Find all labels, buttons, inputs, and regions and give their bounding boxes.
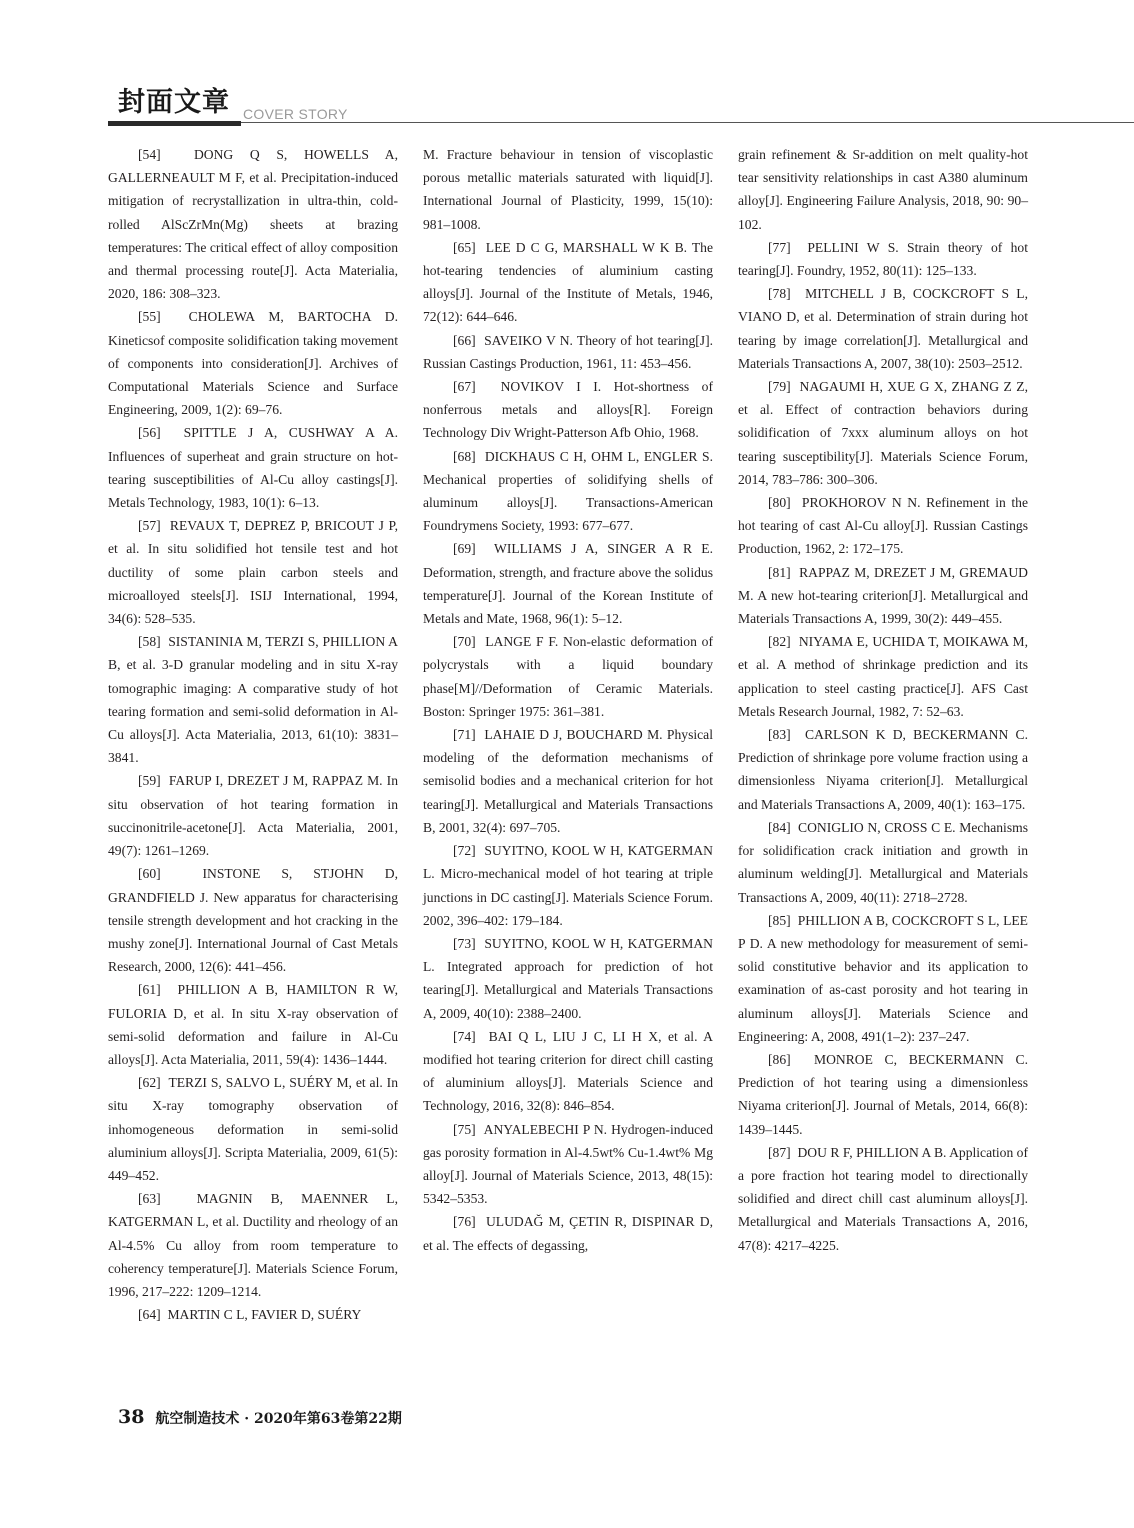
reference-entry: [69] WILLIAMS J A, SINGER A R E. Deformation, strength, and fracture above the solidus temperature[J]. Journal of the Korean Institute of Metals and Mate, 1968, 96(1): 5–12. xyxy=(423,541,713,627)
reference-entry: [81] RAPPAZ M, DREZET J M, GREMAUD M. A new hot-tearing criterion[J]. Metallurgical and Materials Transactions A, 1999, 30(2): 449–455. xyxy=(738,564,1028,627)
reference-entry: [72] SUYITNO, KOOL W H, KATGERMAN L. Micro-mechanical model of hot tearing at triple junctions in DC casting[J]. Materials Science Forum. 2002, 396–402: 179–184. xyxy=(423,843,713,928)
reference-entry-continued: ​grain refinement & Sr-addition on melt quality-hot tear sensitivity relationships in cast A380 aluminum alloy[J]. Engineering Failure Analysis, 2018, 90: 90–102. xyxy=(738,147,1028,232)
header-rule-thick xyxy=(108,121,241,126)
reference-entry: [58] SISTANINIA M, TERZI S, PHILLION A B, et al. 3-D granular modeling and in situ X-ray tomographic imaging: A comparative study of hot tearing formation and semi-solid deformation in Al-Cu alloys[J]. Acta Materialia, 2013, 61(10): 3831–3841. xyxy=(108,634,398,766)
reference-column-3 xyxy=(738,143,1028,1257)
reference-entry: [86] MONROE C, BECKERMANN C. Prediction of hot tearing using a dimensionless Niyama criterion[J]. Journal of Metals, 2014, 66(8): 1439–1445. xyxy=(738,1051,1028,1137)
reference-entry-continued: ​M. Fracture behaviour in tension of viscoplastic porous metallic materials saturated with liquid[J]. International Journal of Plasticity, 1999, 15(10): 981–1008. xyxy=(423,147,713,232)
reference-entry: [87] DOU R F, PHILLION A B. Application of a pore fraction hot tearing model to directionally solidified and direct chill cast aluminum alloys[J]. Metallurgical and Materials Transactions A, 2016, 47(8): 4217–4225. xyxy=(738,1144,1028,1253)
reference-entry: [68] DICKHAUS C H, OHM L, ENGLER S. Mechanical properties of solidifying shells of aluminum alloys[J]. Transactions-American Foundrymens Society, 1993: 677–677. xyxy=(423,448,713,534)
reference-entry: [67] NOVIKOV I I. Hot-shortness of nonferrous metals and alloys[R]. Foreign Technology Div Wright-Patterson Afb Ohio, 1968. xyxy=(423,379,713,441)
reference-column-1 xyxy=(108,143,398,1326)
reference-entry: [84] CONIGLIO N, CROSS C E. Mechanisms for solidification crack initiation and growth in aluminum welding[J]. Metallurgical and Materials Transactions A, 2009, 40(11): 2718–2728. xyxy=(738,819,1028,905)
reference-entry: [76] ULUDAĞ M, ÇETIN R, DISPINAR D, et al. The effects of degassing, xyxy=(423,1214,713,1253)
page-header xyxy=(0,0,1134,130)
reference-entry: [79] NAGAUMI H, XUE G X, ZHANG Z Z, et al. Effect of contraction behaviors during solidification of 7xxx aluminum alloys on hot tearing susceptibility[J]. Materials Science Forum, 2014, 783–786: 300–306. xyxy=(738,379,1028,487)
reference-entry: [71] LAHAIE D J, BOUCHARD M. Physical modeling of the deformation mechanisms of semisolid bodies and a mechanical criterion for hot tearing[J]. Metallurgical and Materials Transactions B, 2001, 32(4): 697–705. xyxy=(423,727,713,835)
section-title-cn: 封面文章 xyxy=(118,87,230,118)
reference-entry: [65] LEE D C G, MARSHALL W K B. The hot-tearing tendencies of aluminium casting alloys[J]. Journal of the Institute of Metals, 1946, 72(12): 644–646. xyxy=(423,239,713,325)
reference-entry: [77] PELLINI W S. Strain theory of hot tearing[J]. Foundry, 1952, 80(11): 125–133. xyxy=(738,239,1028,279)
reference-entry: [57] REVAUX T, DEPREZ P, BRICOUT J P, et al. In situ solidified hot tensile test and hot ductility of some plain carbon steels and microalloyed steels[J]. ISIJ International, 1994, 34(6): 528–535. xyxy=(108,518,398,627)
reference-entry: [56] SPITTLE J A, CUSHWAY A A. Influences of superheat and grain structure on hot-tearing susceptibilities of Al-Cu alloy castings[J]. Metals Technology, 1983, 10(1): 6–13. xyxy=(108,425,398,511)
reference-entry: [83] CARLSON K D, BECKERMANN C. Prediction of shrinkage pore volume fraction using a dimensionless Niyama criterion[J]. Metallurgical and Materials Transactions A, 2009, 40(1): 163–175. xyxy=(738,727,1028,812)
reference-entry: [61] PHILLION A B, HAMILTON R W, FULORIA D, et al. In situ X-ray observation of semi-solid deformation and failure in Al-Cu alloys[J]. Acta Materialia, 2011, 59(4): 1436–1444. xyxy=(108,982,398,1067)
reference-entry: [59] FARUP I, DREZET J M, RAPPAZ M. In situ observation of hot tearing formation in succinonitrile-acetone[J]. Acta Materialia, 2001, 49(7): 1261–1269. xyxy=(108,773,398,859)
section-title-en: COVER STORY xyxy=(243,106,348,122)
reference-entry: [74] BAI Q L, LIU J C, LI H X, et al. A modified hot tearing criterion for direct chill casting of aluminium alloys[J]. Materials Science and Technology, 2016, 32(8): 846–854. xyxy=(423,1028,713,1114)
header-rule-thin xyxy=(241,122,1134,123)
journal-info: 航空制造技术 · 2020年第63卷第22期 xyxy=(155,1411,402,1427)
reference-entry: [60] INSTONE S, STJOHN D, GRANDFIELD J. New apparatus for characterising tensile strength development and hot cracking in the mushy zone[J]. International Journal of Cast Metals Research, 2000, 12(6): 441–456. xyxy=(108,866,398,975)
reference-entry: [62] TERZI S, SALVO L, SUÉRY M, et al. In situ X-ray tomography observation of inhomogeneous deformation in semi-solid aluminium alloys[J]. Scripta Materialia, 2009, 61(5): 449–452. xyxy=(108,1075,398,1183)
reference-entry: [63] MAGNIN B, MAENNER L, KATGERMAN L, et al. Ductility and rheology of an Al-4.5% Cu alloy from room temperature to coherency temperature[J]. Materials Science Forum, 1996, 217–222: 1209–1214. xyxy=(108,1191,398,1299)
reference-entry: [55] CHOLEWA M, BARTOCHA D. Kineticsof composite solidification taking movement of components into consideration[J]. Archives of Computational Materials Science and Surface Engineering, 2009, 1(2): 69–76. xyxy=(108,309,398,418)
reference-entry: [70] LANGE F F. Non-elastic deformation of polycrystals with a liquid boundary phase[M]//Deformation of Ceramic Materials. Boston: Springer 1975: 361–381. xyxy=(423,634,713,719)
page-footer xyxy=(118,1406,402,1428)
reference-entry: [78] MITCHELL J B, COCKCROFT S L, VIANO D, et al. Determination of strain during hot tearing by image correlation[J]. Metallurgical and Materials Transactions A, 2007, 38(10): 2503–2512. xyxy=(738,286,1028,371)
reference-column-2 xyxy=(423,143,713,1257)
reference-entry: [85] PHILLION A B, COCKCROFT S L, LEE P D. A new methodology for measurement of semi-solid constitutive behavior and its application to examination of as-cast porosity and hot tearing in aluminum alloys[J]. Materials Science and Engineering: A, 2008, 491(1–2): 237–247. xyxy=(738,912,1028,1044)
reference-entry: [73] SUYITNO, KOOL W H, KATGERMAN L. Integrated approach for prediction of hot tearing[J]. Metallurgical and Materials Transactions A, 2009, 40(10): 2388–2400. xyxy=(423,935,713,1021)
reference-entry: [64] MARTIN C L, FAVIER D, SUÉRY xyxy=(138,1307,362,1323)
page-number: 38 xyxy=(118,1406,145,1428)
reference-entry: [54] DONG Q S, HOWELLS A, GALLERNEAULT M F, et al. Precipitation-induced mitigation of recrystallization in ultra-thin, cold-rolled AlScZrMn(Mg) sheets at brazing temperatures: The critical effect of alloy composition and thermal processing route[J]. Acta Materialia, 2020, 186: 308–323. xyxy=(108,147,398,302)
reference-entry: [82] NIYAMA E, UCHIDA T, MOIKAWA M, et al. A method of shrinkage prediction and its application to steel casting practice[J]. AFS Cast Metals Research Journal, 1982, 7: 52–63. xyxy=(738,634,1028,719)
reference-entry: [66] SAVEIKO V N. Theory of hot tearing[J]. Russian Castings Production, 1961, 11: 453–456. xyxy=(423,332,713,371)
reference-entry: [80] PROKHOROV N N. Refinement in the hot tearing of cast Al-Cu alloy[J]. Russian Castings Production, 1962, 2: 172–175. xyxy=(738,495,1028,557)
reference-entry: [75] ANYALEBECHI P N. Hydrogen-induced gas porosity formation in Al-4.5wt% Cu-1.4wt% Mg alloy[J]. Journal of Materials Science, 2013, 48(15): 5342–5353. xyxy=(423,1121,713,1207)
